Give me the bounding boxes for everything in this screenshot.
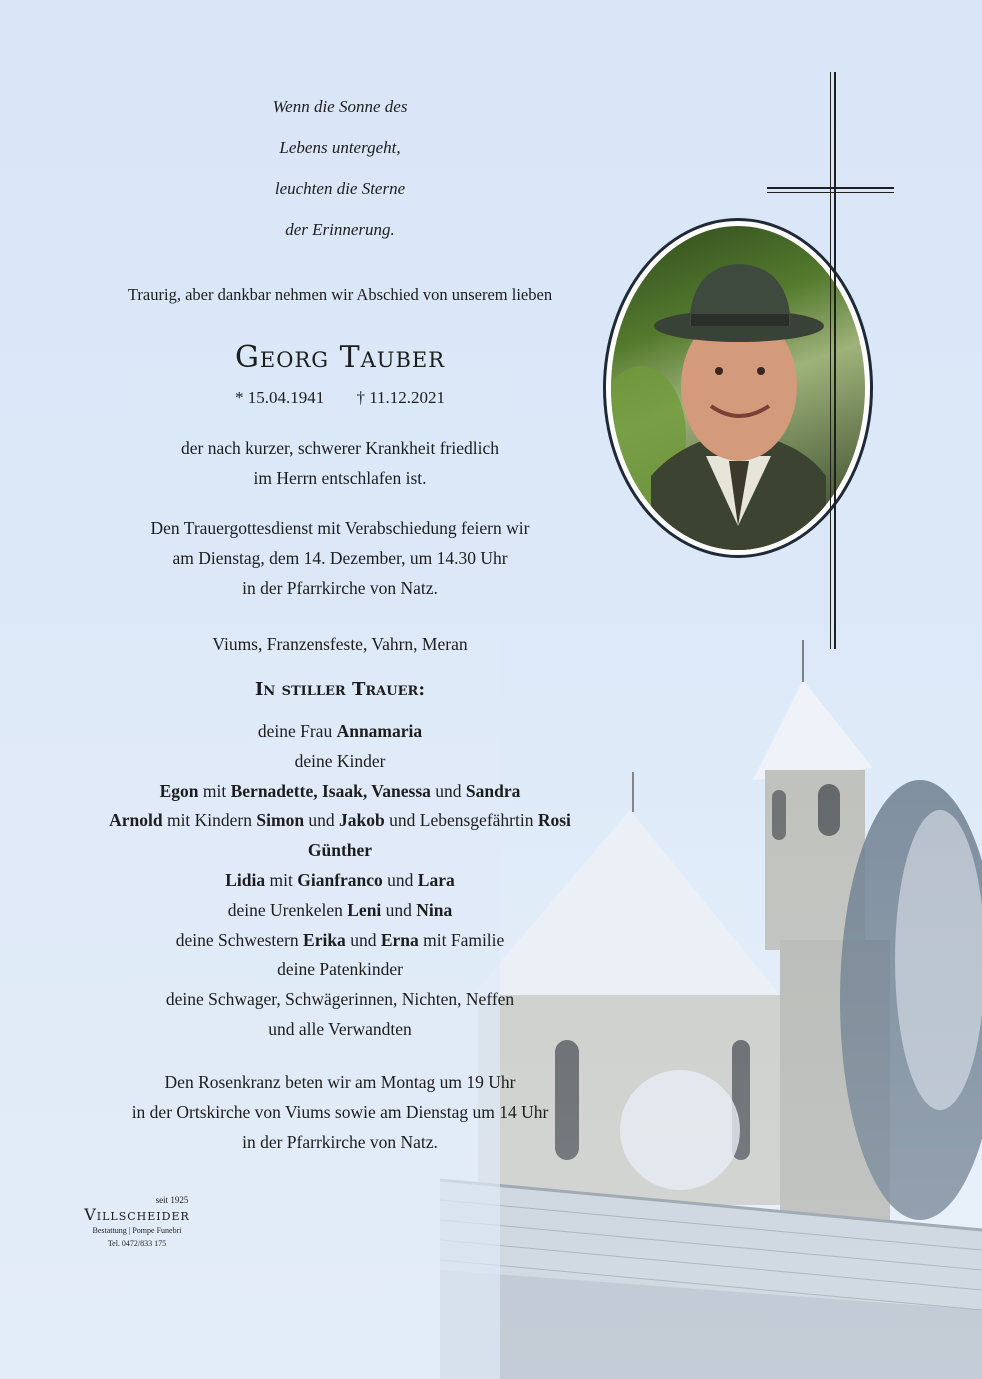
mourners-list bbox=[80, 717, 600, 1045]
mourner-line bbox=[80, 896, 600, 926]
mourner-name: Bernadette, Isaak, Vanessa bbox=[230, 780, 431, 801]
funeral-home-logo bbox=[72, 1195, 202, 1248]
service-line: Den Trauergottesdienst mit Verabschiedung feiern wir bbox=[150, 518, 530, 538]
mourner-name: Annamaria bbox=[336, 721, 423, 741]
rosary-line: in der Ortskirche von Viums sowie am Dienstag um 14 Uhr bbox=[131, 1102, 549, 1122]
cross-vertical-thin bbox=[830, 72, 831, 649]
mourner-text: deine Schwager, Schwägerinnen, Nichten, Neffen bbox=[165, 989, 515, 1010]
mourner-text: und bbox=[382, 869, 418, 890]
poem-line: leuchten die Sterne bbox=[274, 179, 406, 198]
mourner-text: und bbox=[381, 899, 417, 920]
service-line: in der Pfarrkirche von Natz. bbox=[242, 578, 438, 598]
mourner-name: Leni bbox=[347, 899, 382, 920]
service-line: am Dienstag, dem 14. Dezember, um 14.30 Uhr bbox=[172, 548, 508, 568]
poem-line: der Erinnerung. bbox=[285, 220, 395, 239]
mourner-name: Rosi bbox=[537, 810, 571, 831]
mourner-line bbox=[80, 985, 600, 1015]
death-date: † 11.12.2021 bbox=[356, 388, 446, 407]
mourner-line bbox=[80, 717, 600, 747]
logo-brand: Villscheider bbox=[84, 1205, 190, 1224]
mourner-text: und alle Verwandten bbox=[268, 1018, 412, 1039]
mourner-name: Erika bbox=[303, 929, 346, 950]
mourner-line bbox=[80, 836, 600, 866]
mourner-name: Arnold bbox=[109, 810, 163, 831]
life-dates bbox=[80, 388, 600, 408]
mourner-line bbox=[80, 926, 600, 956]
poem-line: Lebens untergeht, bbox=[279, 138, 401, 157]
mourner-line bbox=[80, 777, 600, 807]
mourner-line bbox=[80, 955, 600, 985]
mourner-name: Erna bbox=[380, 929, 419, 950]
death-text-line: im Herrn entschlafen ist. bbox=[253, 468, 427, 488]
mourner-text: deine Urenkelen bbox=[227, 899, 348, 920]
poem-line: Wenn die Sonne des bbox=[272, 97, 408, 116]
rosary-line: Den Rosenkranz beten wir am Montag um 19 Uhr bbox=[164, 1072, 516, 1092]
mourner-name: Günther bbox=[307, 840, 373, 861]
mourner-name: Gianfranco bbox=[297, 869, 383, 890]
mourner-line bbox=[80, 747, 600, 777]
mourner-text: deine Frau bbox=[257, 721, 337, 741]
cross-horizontal-thin bbox=[767, 192, 894, 193]
mourner-name: Simon bbox=[256, 810, 305, 831]
cross-horizontal bbox=[767, 187, 894, 189]
mourning-heading: In stiller Trauer: bbox=[255, 679, 425, 700]
cross-vertical bbox=[834, 72, 836, 649]
birth-date: * 15.04.1941 bbox=[234, 388, 325, 407]
mourner-name: Lara bbox=[417, 869, 455, 890]
logo-subtitle: Bestattung | Pompe Funebri bbox=[92, 1226, 182, 1235]
mourner-text: mit bbox=[198, 780, 231, 801]
mourner-text: und bbox=[304, 810, 340, 831]
rosary-line: in der Pfarrkirche von Natz. bbox=[242, 1132, 438, 1152]
mourner-text: deine Patenkinder bbox=[277, 959, 403, 980]
mourner-name: Jakob bbox=[339, 810, 385, 831]
mourner-name: Lidia bbox=[225, 869, 266, 890]
mourner-text: deine Schwestern bbox=[175, 929, 304, 950]
mourner-text: mit Kindern bbox=[162, 810, 257, 831]
places: Viums, Franzensfeste, Vahrn, Meran bbox=[212, 634, 468, 654]
death-text-line: der nach kurzer, schwerer Krankheit friedlich bbox=[180, 438, 500, 458]
mourner-line bbox=[80, 806, 600, 836]
mourner-name: Sandra bbox=[465, 780, 521, 801]
logo-phone: Tel. 0472/833 175 bbox=[107, 1239, 167, 1248]
mourner-line bbox=[80, 1015, 600, 1045]
deceased-name: Georg Tauber bbox=[234, 340, 446, 375]
mourner-text: mit Familie bbox=[418, 929, 505, 950]
mourner-text: und bbox=[345, 929, 381, 950]
mourner-text: deine Kinder bbox=[294, 750, 386, 771]
mourner-text: und Lebensgefährtin bbox=[384, 810, 538, 831]
logo-since: seit 1925 bbox=[155, 1195, 189, 1205]
portrait-photo bbox=[611, 226, 865, 550]
death-text bbox=[80, 433, 600, 493]
mourner-text: und bbox=[430, 780, 466, 801]
rosary-info bbox=[80, 1067, 600, 1157]
mourner-name: Nina bbox=[416, 899, 453, 920]
service-info bbox=[80, 513, 600, 603]
poem bbox=[80, 86, 600, 250]
mourner-name: Egon bbox=[159, 780, 199, 801]
mourner-line bbox=[80, 866, 600, 896]
mourner-text: mit bbox=[265, 869, 298, 890]
intro-text: Traurig, aber dankbar nehmen wir Abschied von unserem lieben bbox=[127, 285, 553, 304]
